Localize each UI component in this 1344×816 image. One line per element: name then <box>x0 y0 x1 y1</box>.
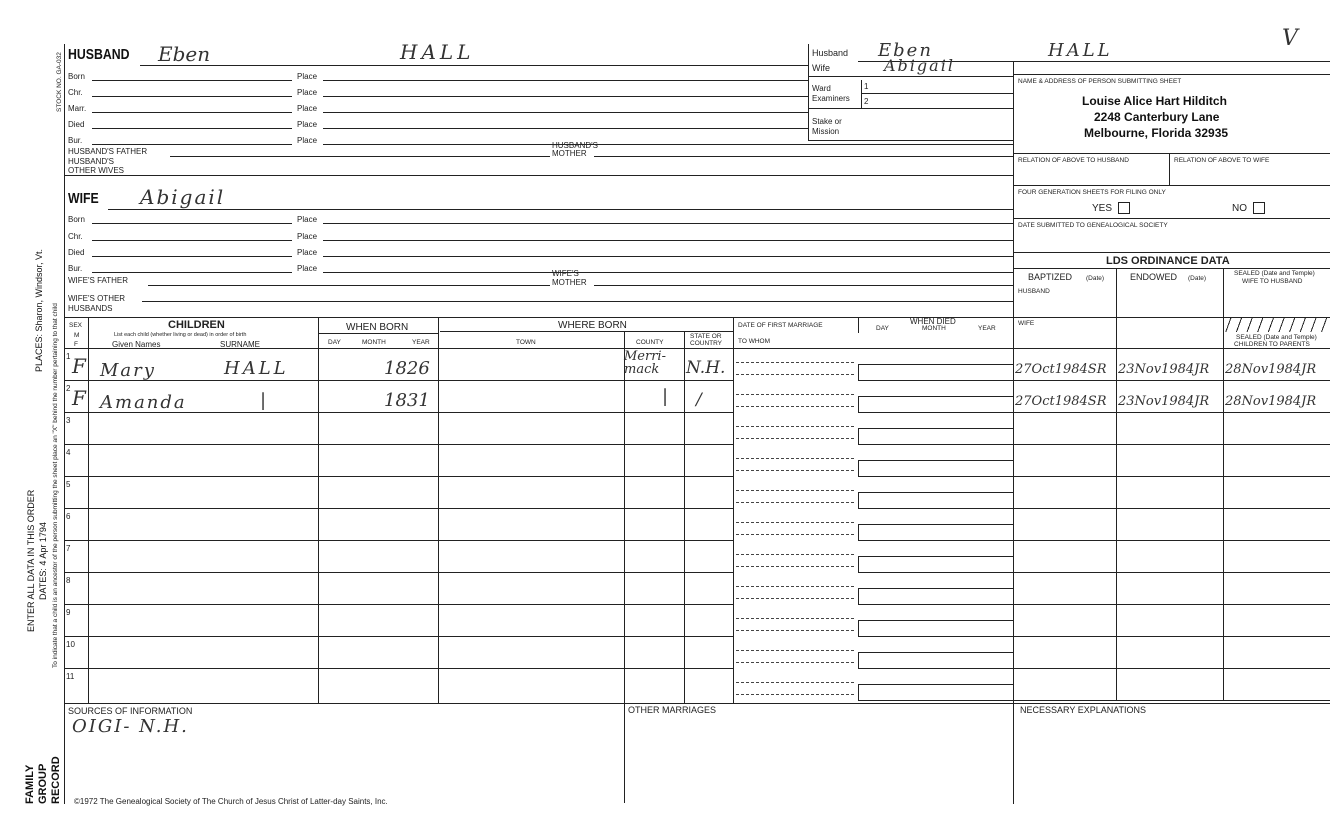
copyright: ©1972 The Genealogical Society of The Church of Jesus Christ of Latter-day Saints, Inc. <box>74 797 388 806</box>
child-endowed: 23Nov1984JR <box>1118 362 1210 377</box>
wife-died-label: Died <box>68 248 85 257</box>
summary-husband-given: Eben <box>878 40 933 61</box>
husband-surname: HALL <box>400 40 475 64</box>
husband-given: Eben <box>158 42 211 66</box>
child-sex: F <box>72 386 86 410</box>
sex-m: M <box>74 332 80 339</box>
husband-mother-label-1: HUSBAND'S <box>552 141 598 150</box>
wife-other-husbands-2: HUSBANDS <box>68 304 113 313</box>
child-sealed: 28Nov1984JR <box>1225 362 1317 377</box>
submitter-street: 2248 Canterbury Lane <box>1094 110 1220 124</box>
child-state: N.H. <box>686 358 726 378</box>
where-born-label: WHERE BORN <box>558 320 627 331</box>
other-marriages-label: OTHER MARRIAGES <box>628 705 717 715</box>
child-given: Amanda <box>100 392 187 413</box>
child-given: Mary <box>100 360 156 381</box>
child-number: 9 <box>66 608 71 617</box>
submitter-label: NAME & ADDRESS OF PERSON SUBMITTING SHEET <box>1018 78 1182 85</box>
fgr-group: GROUP <box>37 763 49 804</box>
born-day: DAY <box>328 339 341 346</box>
examiner-2: 2 <box>864 97 869 106</box>
husband-chr-place-label: Place <box>297 88 318 97</box>
wife-mother-label-2: MOTHER <box>552 278 587 287</box>
wife-mother-label-1: WIFE'S <box>552 269 579 278</box>
child-county: Merri-mack <box>624 349 666 377</box>
husband-died-label: Died <box>68 120 85 129</box>
stock-number: STOCK NO. GA-032 <box>56 52 63 112</box>
husband-born-place-label: Place <box>297 72 318 81</box>
wife-given: Abigail <box>140 185 226 209</box>
relation-husband-label: RELATION OF ABOVE TO HUSBAND <box>1018 157 1129 164</box>
lds-baptized: BAPTIZED <box>1028 272 1073 282</box>
no-checkbox[interactable] <box>1253 202 1265 214</box>
husband-mother-label-2: MOTHER <box>552 149 587 158</box>
child-number: 3 <box>66 416 71 425</box>
sex-label: SEX <box>69 322 83 329</box>
child-sex: F <box>72 354 86 378</box>
stake-label-1: Stake or <box>812 117 842 126</box>
husband-born-label: Born <box>68 72 85 81</box>
town-label: TOWN <box>516 339 536 346</box>
no-label: NO <box>1232 203 1247 214</box>
child-baptized: 27Oct1984SR <box>1015 362 1107 377</box>
child-number: 8 <box>66 576 71 585</box>
wife-chr-place-label: Place <box>297 232 318 241</box>
child-number: 11 <box>66 672 75 681</box>
husband-other-wives-2: OTHER WIVES <box>68 166 125 175</box>
died-day: DAY <box>876 325 889 332</box>
child-number: 1 <box>66 352 71 361</box>
wife-label: WIFE <box>68 190 99 207</box>
lds-sealed-children-2: CHILDREN TO PARENTS <box>1234 341 1310 348</box>
child-number: 2 <box>66 384 71 393</box>
lds-sealed-wife-2: WIFE TO HUSBAND <box>1242 278 1303 285</box>
when-died-label: WHEN DIED <box>910 317 956 326</box>
child-birth-year: 1831 <box>384 390 430 411</box>
child-surname: HALL <box>224 358 289 379</box>
date-submitted-label: DATE SUBMITTED TO GENEALOGICAL SOCIETY <box>1018 222 1168 229</box>
relation-wife-label: RELATION OF ABOVE TO WIFE <box>1174 157 1270 164</box>
wife-other-husbands-1: WIFE'S OTHER <box>68 294 126 303</box>
born-month: MONTH <box>362 339 386 346</box>
summary-left-border <box>808 44 809 140</box>
husband-died-place-label: Place <box>297 120 318 129</box>
husband-father-label: HUSBAND'S FATHER <box>68 147 148 156</box>
given-names-label: Given Names <box>112 340 161 349</box>
summary-wife-given: Abigail <box>884 56 955 75</box>
lds-endowed-date: (Date) <box>1188 275 1207 282</box>
summary-husband-surname: HALL <box>1048 40 1113 61</box>
when-born-label: WHEN BORN <box>346 322 409 333</box>
left-border <box>64 44 65 804</box>
children-instruction: List each child (whether living or dead) in order of birth <box>114 332 247 338</box>
dates-note: DATES: 4 Apr 1794 <box>38 522 48 600</box>
child-county: | <box>662 386 669 407</box>
check-mark: V <box>1282 26 1298 51</box>
submitter-city: Melbourne, Florida 32935 <box>1084 126 1229 140</box>
first-marriage-label: DATE OF FIRST MARRIAGE <box>738 322 823 329</box>
explanations-label: NECESSARY EXPLANATIONS <box>1020 705 1147 715</box>
child-baptized: 27Oct1984SR <box>1015 394 1107 409</box>
husband-bur-label: Bur. <box>68 136 83 145</box>
submitter-name: Louise Alice Hart Hilditch <box>1082 94 1227 108</box>
child-surname: | <box>260 390 270 411</box>
yes-label: YES <box>1092 203 1113 214</box>
lds-sealed-children-1: SEALED (Date and Temple) <box>1236 334 1317 341</box>
lds-title: LDS ORDINANCE DATA <box>1106 255 1230 267</box>
child-sealed: 28Nov1984JR <box>1225 394 1317 409</box>
fgr-record: RECORD <box>50 756 62 804</box>
child-number: 6 <box>66 512 71 521</box>
lds-husband: HUSBAND <box>1018 288 1050 295</box>
ward-label: Ward <box>812 84 831 93</box>
born-year: YEAR <box>412 339 430 346</box>
county-label: COUNTY <box>636 339 664 346</box>
fgr-family: FAMILY <box>24 764 36 804</box>
surname-label: SURNAME <box>220 340 261 349</box>
sex-f: F <box>74 341 78 348</box>
summary-husband-label: Husband <box>812 48 849 58</box>
wife-born-label: Born <box>68 215 85 224</box>
enter-order-note: ENTER ALL DATA IN THIS ORDER <box>26 489 36 632</box>
husband-bur-place-label: Place <box>297 136 318 145</box>
husband-chr-label: Chr. <box>68 88 83 97</box>
stake-label-2: Mission <box>812 127 840 136</box>
wife-born-place-label: Place <box>297 215 318 224</box>
to-whom-label: TO WHOM <box>738 338 771 345</box>
died-year: YEAR <box>978 325 996 332</box>
died-month: MONTH <box>922 325 946 332</box>
child-birth-year: 1826 <box>384 358 430 379</box>
sources-label: SOURCES OF INFORMATION <box>68 706 193 716</box>
child-number: 5 <box>66 480 71 489</box>
husband-other-wives-1: HUSBAND'S <box>68 157 114 166</box>
husband-label: HUSBAND <box>68 46 130 63</box>
child-number: 4 <box>66 448 71 457</box>
yes-checkbox[interactable] <box>1118 202 1130 214</box>
wife-chr-label: Chr. <box>68 232 83 241</box>
summary-wife-label: Wife <box>812 63 830 73</box>
state-label-1: STATE OR <box>690 333 722 340</box>
wife-bur-place-label: Place <box>297 264 318 273</box>
sources-value: OIGI- N.H. <box>72 716 189 737</box>
lds-wife: WIFE <box>1018 320 1035 327</box>
right-column-border <box>1013 62 1014 804</box>
child-endowed: 23Nov1984JR <box>1118 394 1210 409</box>
wife-died-place-label: Place <box>297 248 318 257</box>
lds-endowed: ENDOWED <box>1130 272 1177 282</box>
examiner-1: 1 <box>864 82 869 91</box>
wife-father-label: WIFE'S FATHER <box>68 276 129 285</box>
child-state: / <box>696 390 702 410</box>
sealed-hatch <box>1225 318 1329 332</box>
lds-baptized-date: (Date) <box>1086 275 1105 282</box>
lds-sealed-wife-1: SEALED (Date and Temple) <box>1234 270 1315 277</box>
four-gen-label: FOUR GENERATION SHEETS FOR FILING ONLY <box>1018 189 1166 196</box>
examiners-label: Examiners <box>812 94 850 103</box>
children-title: CHILDREN <box>168 319 225 331</box>
wife-bur-label: Bur. <box>68 264 83 273</box>
ancestor-note: To indicate that a child is an ancestor of the person submitting the sheet place an "X" behind the number pertaining to that child <box>52 303 59 668</box>
husband-marr-label: Marr. <box>68 104 87 113</box>
state-label-2: COUNTRY <box>690 340 723 347</box>
child-number: 10 <box>66 640 75 649</box>
child-number: 7 <box>66 544 71 553</box>
husband-marr-place-label: Place <box>297 104 318 113</box>
places-note: PLACES: Sharon, Windsor, Vt. <box>34 248 44 372</box>
